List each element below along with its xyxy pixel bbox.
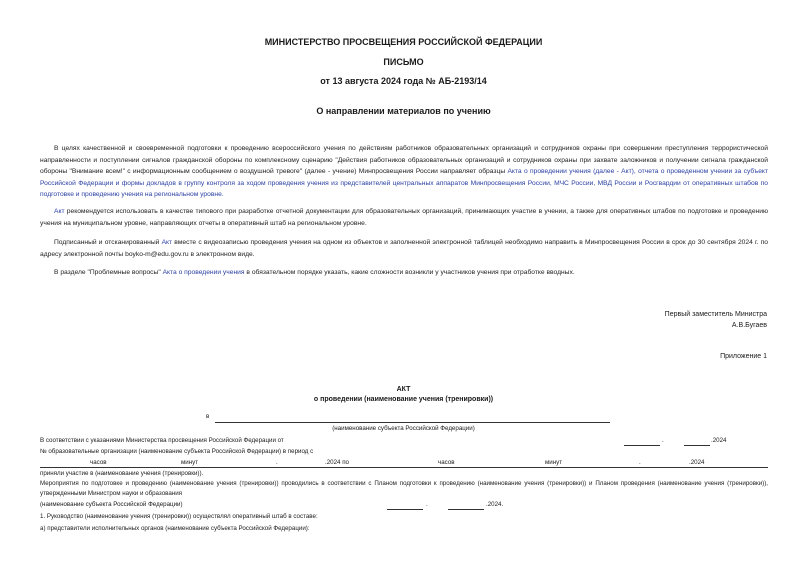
p1-text: В целях качественной и своевременной подготовки к проведению всероссийского учения по действиям работников образовательных организаций и сотрудников охраны при совершении преступления террористической направленности и поступлении сигналов гражданской обороны по комплексному сценарию "Действия работников образовательных организаций и сотрудников охраны при захвате заложников и получении сигнала гражданской обороны "Внимание всем!" с информационным сообщением о воздушной тревоге" (далее - учение) Минпросвещения России направляет образцы xyxy=(40,145,768,175)
body-paragraph-4 xyxy=(40,267,768,279)
p4-text-a: В разделе "Проблемные вопросы" xyxy=(54,269,163,276)
act-link-3[interactable]: Акт xyxy=(161,239,173,246)
appendix-label: Приложение 1 xyxy=(720,353,767,360)
body-paragraph-3 xyxy=(40,237,768,260)
hours-label-2: часов xyxy=(438,459,455,466)
act-line-4: приняли участие в (наименование учения (тренировки)). xyxy=(40,470,204,477)
signature-block xyxy=(665,309,767,331)
act-link-1[interactable]: Акта о проведении учения (далее - Акт), отчета о проведенном учении за субъект Российской Федерации и формы докладов в группу контроля за ходом проведения учения из представителей центральных аппаратов Минпросвещения России, МЧС России, МВД России и Росгвардии от оперативных штабов по подготовке и проведению учения на региональном уровне. xyxy=(40,168,768,198)
act-link-2[interactable]: Акт xyxy=(54,208,65,215)
minutes-label-2: минут xyxy=(545,459,563,466)
act-line-6: (наименование субъекта Российской Федерации) xyxy=(40,501,183,508)
act-paragraph-5-text: Мероприятия по подготовке и проведению (наименование учения (тренировки)) проводились в соответствии с Планом подготовки к проведению (наименование учения (тренировки)) и Планом проведения (наименование учения (тренировки)), утвержденными Министром науки и образования xyxy=(40,480,768,497)
date-dot-1: . xyxy=(662,437,664,444)
act-line-8: а) представители исполнительных органов (наименование субъекта Российской Федерации): xyxy=(40,525,310,532)
body-paragraph-2 xyxy=(40,206,768,229)
p3-text: вместе с видеозаписью проведения учения на одном из объектов и заполненной электронной таблицей необходимо направить в Минпросвещения России в срок до 30 сентября 2024 г. по адресу электронной почты boyko-m@edu.gov.ru в электронном виде. xyxy=(40,239,768,258)
date-to-label: .2024 по xyxy=(325,459,349,466)
act-paragraph-5 xyxy=(40,479,768,498)
act-line-1-year: .2024 xyxy=(711,437,727,444)
act-line-1: В соответствии с указаниями Министерства просвещения Российской Федерации от xyxy=(40,437,284,444)
hours-label-1: часов xyxy=(90,459,107,466)
region-caption: (наименование субъекта Российской Федерации) xyxy=(332,425,475,432)
act-subtitle: о проведении (наименование учения (тренировки)) xyxy=(313,396,494,403)
document-type: ПИСЬМО xyxy=(383,57,424,67)
act-title: АКТ xyxy=(396,386,411,393)
ministry-title: МИНИСТЕРСТВО ПРОСВЕЩЕНИЯ РОССИЙСКОЙ ФЕДЕРАЦИИ xyxy=(264,37,543,47)
document-date-number: от 13 августа 2024 года № АБ-2193/14 xyxy=(320,76,487,86)
date-dot-4: . xyxy=(426,501,428,508)
p4-text: в обязательном порядке указать, какие сложности возникли у участников учения при отработке вводных. xyxy=(244,269,575,276)
act-line-2: № образовательные организации (наименование субъекта Российской Федерации) в период с xyxy=(40,448,314,455)
signature-name: А.В.Бугаев xyxy=(731,322,767,329)
act-line-7: 1. Руководство (наименование учения (тренировки)) осуществлял оперативный штаб в составе: xyxy=(40,513,318,520)
date-blank-4 xyxy=(448,509,484,510)
act-link-4[interactable]: Акта о проведении учения xyxy=(162,269,245,276)
region-underline xyxy=(215,422,610,423)
p2-text: рекомендуется использовать в качестве типового при разработке отчетной документации для образовательных организаций, принимающих участие в учении, а также для оперативных штабов по подготовке и проведению учения на муниципальном уровне, направляющих отчеты в оперативный штаб на региональном уровне. xyxy=(40,208,768,227)
act-line-6-year: .2024. xyxy=(486,501,504,508)
signature-position: Первый заместитель Министра xyxy=(664,311,767,318)
document-subject: О направлении материалов по учению xyxy=(316,106,491,116)
p3-text-a: Подписанный и отсканированный xyxy=(54,239,162,246)
date-blank-2 xyxy=(684,445,710,446)
body-paragraph-1 xyxy=(40,143,768,201)
date-blank-1 xyxy=(624,445,660,446)
year-end-label: .2024 xyxy=(689,459,705,466)
date-blank-3 xyxy=(387,509,423,510)
act-in-label: в xyxy=(206,413,210,420)
period-underline xyxy=(40,467,768,468)
minutes-label-1: минут xyxy=(181,459,199,466)
date-dot-2: . xyxy=(276,459,278,466)
date-dot-3: . xyxy=(639,459,641,466)
